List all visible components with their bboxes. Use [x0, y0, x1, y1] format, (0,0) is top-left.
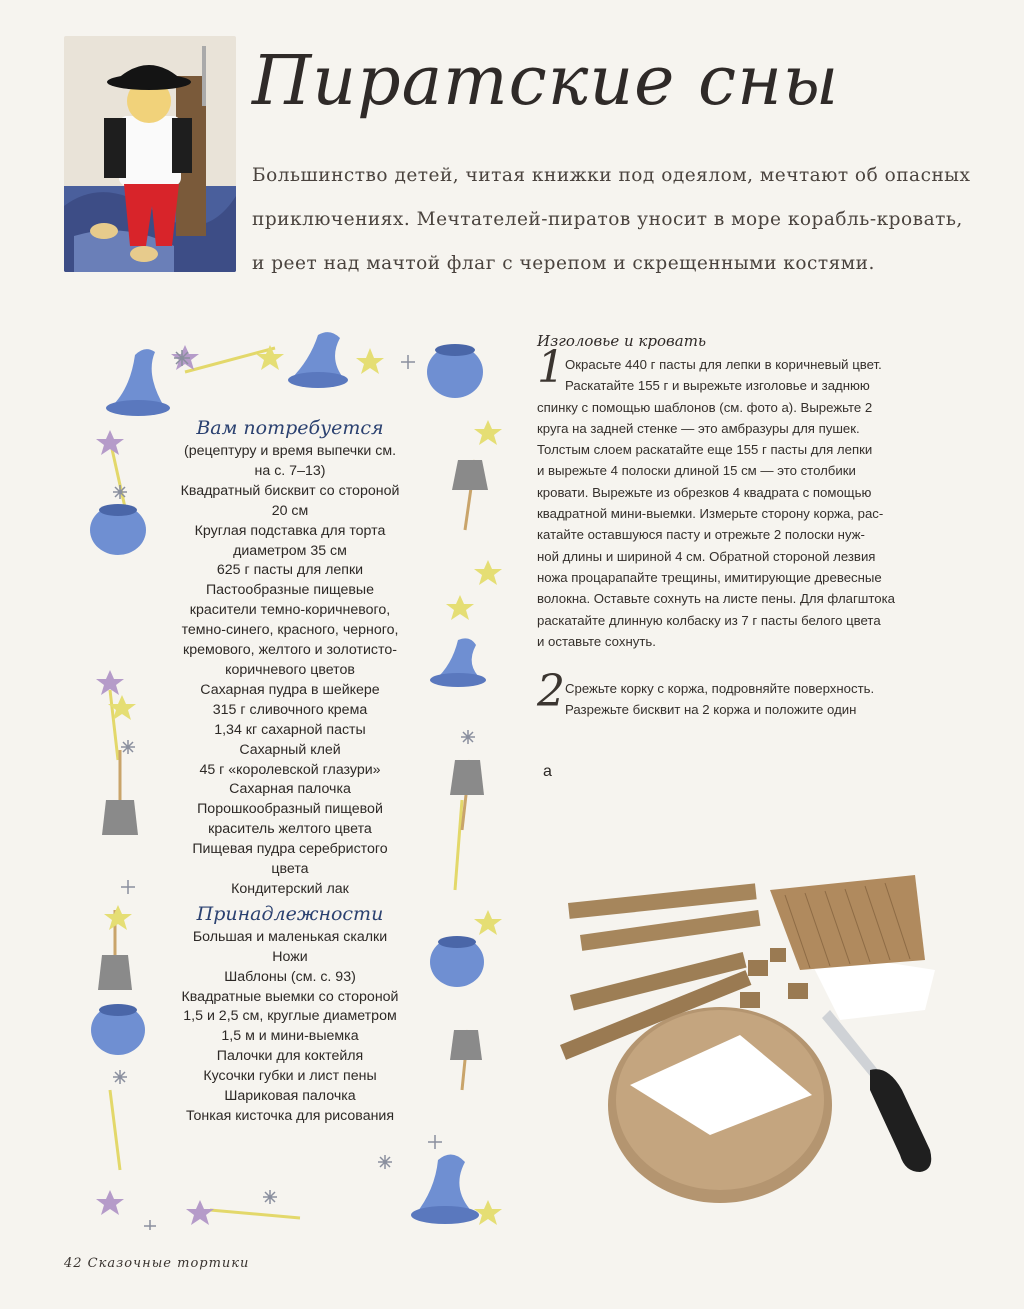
step-line: Толстым слоем раскатайте еще 155 г пасты для лепки [537, 442, 873, 458]
step-1 [537, 342, 949, 652]
ingredients-list [140, 414, 440, 1127]
ingredient-item: 45 г «королевской глазури» [199, 761, 381, 778]
step-line: квадратной мини-выемки. Измерьте сторону коржа, рас- [537, 506, 884, 522]
ingredient-item: цвета [271, 861, 309, 878]
tools-heading: Принадлежности [196, 902, 384, 925]
step-line: ножа процарапайте трещины, имитирующие древесные [537, 569, 882, 585]
tool-item: Кусочки губки и лист пены [203, 1068, 377, 1085]
step-line: спинку с помощью шаблонов (см. фото а). Вырежьте 2 [537, 399, 873, 415]
page-title: Пиратские сны [252, 42, 840, 121]
page-footer: 42 Сказочные тортики [64, 1256, 250, 1271]
step-line: волокна. Оставьте сохнуть на листе пены. Для флагштока [537, 591, 895, 607]
tool-item: Тонкая кисточка для рисования [185, 1108, 395, 1124]
tool-item: Квадратные выемки со стороной [181, 988, 399, 1005]
ingredient-item: 315 г сливочного крема [212, 701, 368, 718]
ingredient-item: Сахарная пудра в шейкере [200, 681, 380, 698]
tool-item: Большая и маленькая скалки [192, 928, 388, 945]
instructions-column [537, 332, 949, 721]
wizard-hat-icon [106, 349, 170, 416]
ingredient-item: диаметром 35 см [233, 542, 347, 559]
tool-item: 1,5 м и мини-выемка [221, 1028, 359, 1045]
photo-label: а [543, 763, 552, 780]
ingredient-item: 625 г пасты для лепки [216, 562, 364, 579]
step-line: и вырежьте 4 полоски длиной 15 см — это столбики [537, 463, 856, 479]
paste-stick [580, 910, 760, 951]
step-number: 2 [537, 666, 565, 718]
ingredient-item: Порошкообразный пищевой [197, 801, 383, 818]
cauldron-icon [90, 504, 146, 555]
photo-a [540, 820, 960, 1220]
step-line: катайте оставшуюся пасту и отрежьте 2 полоски нуж- [537, 527, 865, 543]
step-2 [537, 666, 949, 721]
ingredient-item: 20 см [271, 502, 309, 519]
ingredient-item: (рецептуру и время выпечки см. [183, 443, 397, 459]
intro-line: приключениях. Мечтателей-пиратов уносит в море корабль-кровать, [252, 209, 963, 230]
intro-line: и реет над мачтой флаг с черепом и скрещенными костями. [252, 253, 875, 274]
ingredient-item: Пастообразные пищевые [205, 582, 375, 599]
step-line: круга на задней стенке — это амбразуры для пушек. [537, 420, 860, 436]
ingredient-item: 1,34 кг сахарной пасты [214, 721, 366, 738]
step-line: Окрасьте 440 г пасты для лепки в коричневый цвет. [565, 357, 882, 372]
ingredient-item: Кондитерский лак [231, 880, 349, 897]
ingredient-item: темно-синего, красного, черного, [181, 622, 399, 639]
ingredient-item: Квадратный бисквит со стороной [180, 482, 400, 499]
step-line: Срежьте корку с коржа, подровняйте поверхность. [565, 681, 875, 697]
broom-icon [450, 1030, 482, 1090]
tool-item: Палочки для коктейля [216, 1048, 364, 1065]
cauldron-icon [91, 1004, 145, 1055]
tool-item: Ножи [272, 948, 308, 965]
paste-stick [568, 883, 757, 919]
cauldron-icon [427, 344, 483, 398]
step-line: раскатайте длинную колбаску из 7 г пасты белого цвета [537, 612, 881, 628]
instructions-subheading: Изголовье и кровать [537, 332, 707, 350]
step-line: ной длины и шириной 4 см. Обратной стороной лезвия [537, 548, 876, 564]
ingredient-item: Сахарная палочка [229, 781, 351, 798]
wizard-hat-icon [411, 1154, 479, 1224]
ingredient-item: Пищевая пудра серебристого [192, 841, 388, 858]
tool-item: Шариковая палочка [224, 1088, 356, 1105]
step-line: кровати. Вырежьте из обрезков 4 квадрата с помощью [537, 484, 872, 500]
ingredient-item: кремового, желтого и золотисто- [183, 642, 397, 659]
step-line: Разрежьте бисквит на 2 коржа и положите один [565, 702, 857, 718]
pirate-illustration [64, 36, 236, 272]
step-line: Раскатайте 155 г и вырежьте изголовье и заднюю [565, 378, 870, 394]
ingredient-item: Сахарный клей [239, 741, 341, 758]
step-line: и оставьте сохнуть. [537, 633, 656, 649]
wizard-hat-icon [288, 332, 348, 388]
tool-item: 1,5 и 2,5 см, круглые диаметром [183, 1008, 397, 1025]
broom-icon [102, 750, 138, 835]
ingredient-item: коричневого цветов [225, 661, 355, 678]
intro-text [252, 154, 971, 286]
ingredient-item: Круглая подставка для торта [194, 522, 386, 539]
ingredient-item: красители темно-коричневого, [189, 602, 391, 619]
broom-icon [452, 460, 488, 530]
ingredients-heading: Вам потребуется [196, 417, 384, 439]
ingredient-item: краситель желтого цвета [208, 821, 372, 838]
tool-item: Шаблоны (см. с. 93) [224, 968, 356, 985]
step-number: 1 [537, 342, 565, 393]
ingredient-item: на с. 7–13) [254, 462, 326, 479]
broom-icon [450, 760, 484, 830]
intro-line: Большинство детей, читая книжки под одеялом, мечтают об опасных [252, 165, 971, 186]
